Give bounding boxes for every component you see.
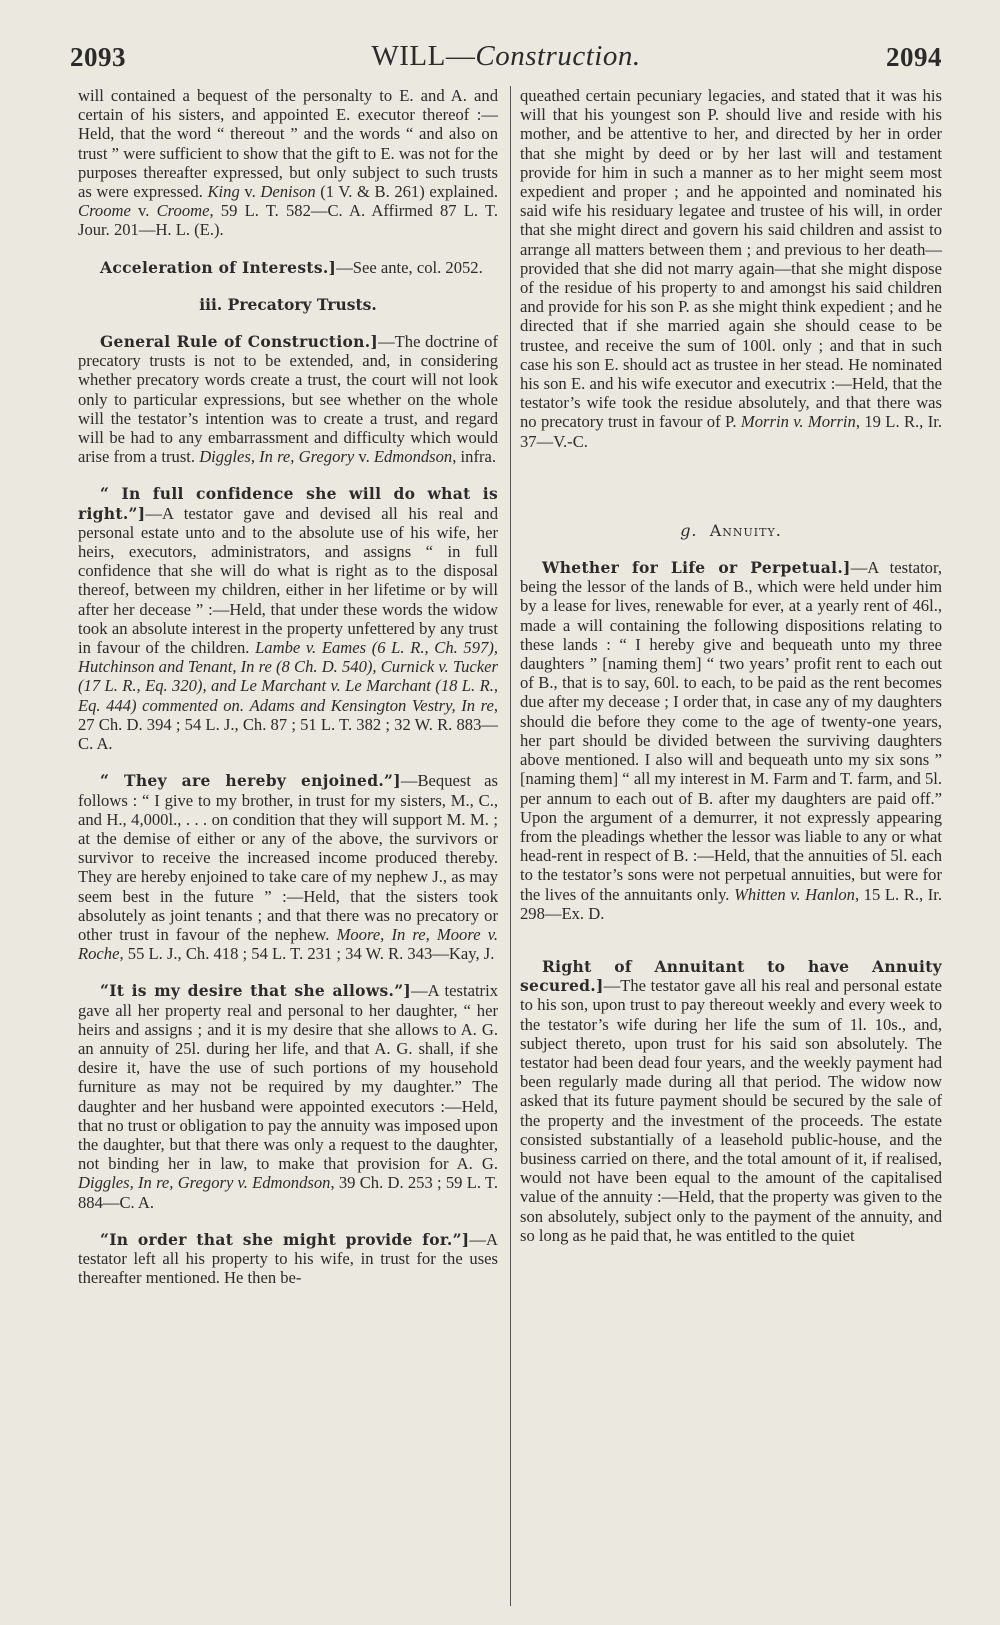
paragraph-text: —A testator gave and devised all his real and personal estate unto and to the absolute use of his wife, her heirs, executors, administrators, and assigns “ in full confidence that she will do what is right as to the disposal thereof, between my children, either in her lifetime or by will after her decease ” :—Held, that under these words the widow took an absolute interest in the property unfettered by any trust in favour of the children.	[78, 503, 498, 658]
paragraph-text: —A testator left all his property to his wife, in trust for the uses thereafter mentioned. He then be-	[78, 1229, 498, 1288]
section-title: Annuity.	[709, 520, 782, 540]
case-name: Adams and Kensington Vestry, In re	[249, 695, 494, 715]
side-heading: “In order that she might provide for.”]	[100, 1229, 470, 1249]
case-name: Moore, In re, Moore v. Roche	[78, 924, 498, 964]
case-name: Diggles, In re, Gregory	[199, 447, 355, 467]
page-number-left: 2093	[70, 42, 126, 72]
citation: , 15 L. R., Ir. 298—Ex. D.	[520, 884, 942, 923]
left-column	[78, 86, 498, 1287]
paragraph-desire	[78, 981, 498, 1211]
case-name: Edmondson	[373, 447, 453, 467]
paragraph-text: —See ante, col. 2052.	[336, 257, 483, 277]
case-name: Whitten v. Hanlon	[734, 884, 855, 904]
paragraph-in-order	[78, 1230, 498, 1288]
side-heading: Acceleration of Interests.]	[100, 257, 337, 277]
side-heading: General Rule of Construction.]	[100, 332, 379, 352]
paragraph-text: —A testatrix gave all her property real and personal to her daughter, “ her heirs and assigns ; and it is my desire that she allows to A. G. an annuity of 25l. during her life, and that A. G. shall, if she desire it, have the use of such portions of my household furniture as may not be required by my daughter.” The daughter and her husband were appointed executors :—Held, that no trust or obligation to pay the annuity was imposed upon the daughter, but that there was only a request to the daughter, not binding her in law, to make that provision for A. G.	[78, 981, 498, 1174]
citation: , 19 L. R., Ir. 37—V.-C.	[520, 412, 942, 451]
paragraph-text: —The doctrine of precatory trusts is not to be extended, and, in considering whether precatory words create a trust, the court will not look only to particular expressions, but see whether on the whole will the testator’s intention was to create a trust, and regard will be had to any embarrassment and difficulty which would arise from a trust.	[78, 332, 498, 467]
section-letter: g.	[680, 520, 698, 540]
case-name: Croome	[78, 201, 131, 221]
right-column	[520, 86, 942, 1245]
paragraph-morrin	[520, 86, 942, 451]
page-header	[70, 40, 942, 80]
case-name: Morrin v. Morrin	[740, 412, 856, 432]
column-divider	[510, 86, 511, 1606]
paragraph-croome	[78, 86, 498, 240]
section-heading-precatory: iii. Precatory Trusts.	[199, 294, 377, 314]
running-title	[70, 40, 942, 73]
page-number-right: 2094	[886, 42, 942, 72]
paragraph-text: queathed certain pecuniary legacies, and stated that it was his will that his youngest son P. should live and reside with his mother, and be attentive to her, and directed by her in order that she might by deed or by her last will and testament provide for him in such a manner as to her might seem most expedient and proper ; and he appointed and nominated his said wife his residuary legatee and trustee of his will, in order that she might direct and govern his said children and assist to arrange all matters between them ; and previous to her death—provided that she did not marry again—that she might dispose of the residue of his property to and amongst his said children and provide for his son P. as she might think expedient ; and he directed that if she married again she should cease to be trustee, and receive the sum of 100l. only ; and that in such case his son E. should act as trustee in her stead. He nominated his son E. and his wife executor and executrix :—Held, that the testator’s wife took the residue absolutely, and that there was no precatory trust in favour of P.	[520, 86, 942, 432]
paragraph-text: —The testator gave all his real and personal estate to his son, upon trust to pay thereout weekly and every week to the testator’s wife during her life the sum of 1l. 10s., and, subject thereto, upon trust for his said son absolutely. The testator had been dead four years, and the weekly payment had been regularly made during all that period. The widow now asked that its future payment should be secured by the sale of the property and the investment of the proceeds. The estate consisted substantially of a leasehold public-house, and the business carried on there, and the total amount of it, if realised, would not have been equal to the amount of the capitalised value of the annuity :—Held, that the property was given to the son absolutely, subject only to the payment of the annuity, and so long as he paid that, he was entitled to the quiet	[520, 976, 942, 1245]
paragraph-enjoined	[78, 771, 498, 963]
versus: v.	[354, 447, 374, 467]
paragraph-general-rule	[78, 332, 498, 466]
paragraph-text: —Bequest as follows : “ I give to my brother, in trust for my sisters, M., C., and H., 4,000l., . . . on condition that they will support M. M. ; at the demise of either or any of the above, the survivors or survivor to receive the increased income produced thereby. They are hereby enjoined to take care of my nephew J., as may seem best in the future ” :—Held, that the sisters took absolutely as joint tenants ; and that there was no precatory or other trust in favour of the nephew.	[78, 771, 499, 944]
side-heading: Right of Annuitant to have Annuity secured.]	[520, 956, 942, 996]
paragraph-full-confidence	[78, 484, 498, 753]
citation: , 59 L. T. 582—C. A. Affirmed 87 L. T. Jour. 201—H. L. (E.).	[78, 201, 498, 240]
citation: , infra.	[452, 447, 497, 467]
citation: , 27 Ch. D. 394 ; 54 L. J., Ch. 87 ; 51 L. T. 382 ; 32 W. R. 883—C. A.	[78, 695, 498, 754]
paragraph-life-or-perpetual	[520, 558, 942, 923]
citation: (1 V. & B. 261) explained.	[315, 182, 498, 202]
case-list: Lambe v. Eames (6 L. R., Ch. 597), Hutchinson and Tenant, In re (8 Ch. D. 540), Curnick v. Tucker (17 L. R., Eq. 320), and Le Marchant v. Le Marchant (18 L. R., Eq. 444) commented on.	[78, 638, 499, 715]
versus: v.	[239, 182, 261, 202]
paragraph-acceleration	[78, 258, 498, 277]
paragraph-annuity-secured	[520, 957, 942, 1245]
side-heading: “ They are hereby enjoined.”]	[100, 771, 401, 791]
side-heading: “It is my desire that she allows.”]	[100, 981, 412, 1001]
running-title-sub: Construction.	[475, 40, 641, 72]
running-title-main: WILL—	[371, 40, 476, 72]
section-heading-annuity	[520, 521, 942, 540]
citation: , 55 L. J., Ch. 418 ; 54 L. T. 231 ; 34 W. R. 343—Kay, J.	[119, 944, 495, 964]
side-heading: Whether for Life or Perpetual.]	[542, 558, 851, 578]
case-name: Croome	[156, 201, 210, 221]
versus: v.	[130, 201, 157, 221]
paragraph-text: —A testator, being the lessor of the lands of B., which were held under him by a lease for lives, renewable for ever, at a yearly rent of 46l., made a will containing the following dispositions relating to these lands : “ I hereby give and bequeath unto my three daughters ” [naming them] “ two years’ profit rent to each out of B., that is to say, 60l. to each, to be paid as the rent becomes due after my decease ; I order that, in case any of my daughters should die before they come to the age of twenty-one years, her part should be divided between the surviving daughters above mentioned. I also will and bequeath unto my six sons ” [naming them] “ all my interest in M. Farm and T. farm, and 5l. per annum to each out of B. after my daughters are paid off.” Upon the argument of a demurrer, it not expressly appearing from the pleadings whether the lessor was liable to any or what head-rent in respect of B. :—Held, that the annuities of 5l. each to the testator’s sons were not perpetual annuities, but were for the lives of the annuitants only.	[520, 558, 942, 904]
case-name: Denison	[260, 182, 316, 202]
citation: , 39 Ch. D. 253 ; 59 L. T. 884—C. A.	[78, 1173, 498, 1212]
side-heading: “ In full confidence she will do what is right.”]	[78, 484, 498, 523]
case-name: King	[207, 182, 240, 202]
paragraph-text: will contained a bequest of the personalty to E. and A. and certain of his sisters, and appointed E. executor thereof :—Held, that the word “ thereout ” and the words “ and also on trust ” were sufficient to show that the gift to E. was not for the purposes thereafter expressed, but only subject to such trusts as were expressed.	[78, 86, 498, 202]
case-name: Diggles, In re, Gregory v. Edmondson	[78, 1173, 331, 1193]
